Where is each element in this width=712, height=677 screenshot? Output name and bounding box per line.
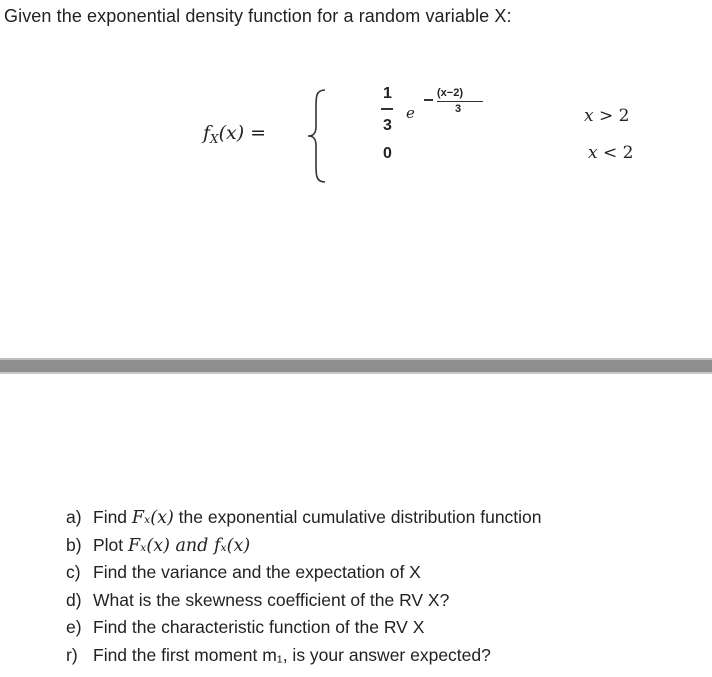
condition-1-variable: x — [584, 106, 594, 126]
condition-2-variable: x — [588, 143, 598, 163]
question-letter: b) — [66, 534, 82, 555]
question-item — [66, 507, 542, 535]
question-math: Fₓ(x) and fₓ(x) — [128, 535, 251, 556]
question-item — [66, 562, 542, 590]
question-list — [66, 507, 542, 672]
exponent-minus-sign — [424, 99, 433, 101]
coefficient-denominator: 3 — [383, 117, 392, 134]
question-letter: d) — [66, 589, 82, 610]
question-text: the exponential cumulative distribution function — [173, 507, 542, 527]
equals-sign: = — [250, 122, 267, 144]
question-math: Fₓ(x) — [131, 508, 174, 528]
question-letter: a) — [66, 507, 82, 527]
question-item — [66, 645, 542, 673]
exponent-numerator: (x−2) — [437, 87, 463, 99]
question-item — [66, 617, 542, 645]
exponent-denominator: 3 — [455, 103, 462, 115]
question-text: Find the characteristic function of the RV X — [93, 617, 425, 637]
question-item — [66, 590, 542, 618]
question-text: What is the skewness coefficient of the RV X? — [93, 589, 450, 610]
question-text: Find — [93, 507, 132, 527]
question-letter: c) — [66, 562, 81, 582]
question-text: Find the variance and the expectation of X — [93, 562, 421, 582]
question-item — [66, 535, 542, 563]
density-function-argument: (x) — [218, 122, 245, 144]
question-letter: e) — [66, 617, 82, 637]
density-function-symbol: f — [203, 122, 211, 144]
condition-1-relation: > 2 — [593, 106, 630, 126]
left-brace — [305, 88, 329, 184]
condition-x-greater-than-2 — [584, 106, 629, 126]
question-text: Find the first moment m₁, is your answer expected? — [93, 644, 491, 665]
question-text: Plot — [93, 534, 129, 555]
exponent-fraction-bar — [437, 101, 483, 102]
problem-heading: Given the exponential density function for a random variable X: — [4, 6, 512, 26]
condition-2-relation: < 2 — [597, 143, 634, 163]
condition-x-less-than-2 — [588, 143, 633, 163]
section-divider — [0, 360, 712, 372]
coefficient-fraction-bar — [381, 108, 393, 110]
exponential-base: e — [406, 104, 415, 122]
density-function-subscript: X — [210, 132, 219, 146]
density-function-label — [203, 122, 266, 146]
coefficient-numerator: 1 — [383, 85, 392, 102]
zero-case-value: 0 — [383, 145, 392, 162]
divider-shadow-bottom — [0, 372, 712, 374]
question-letter: r) — [66, 644, 78, 665]
